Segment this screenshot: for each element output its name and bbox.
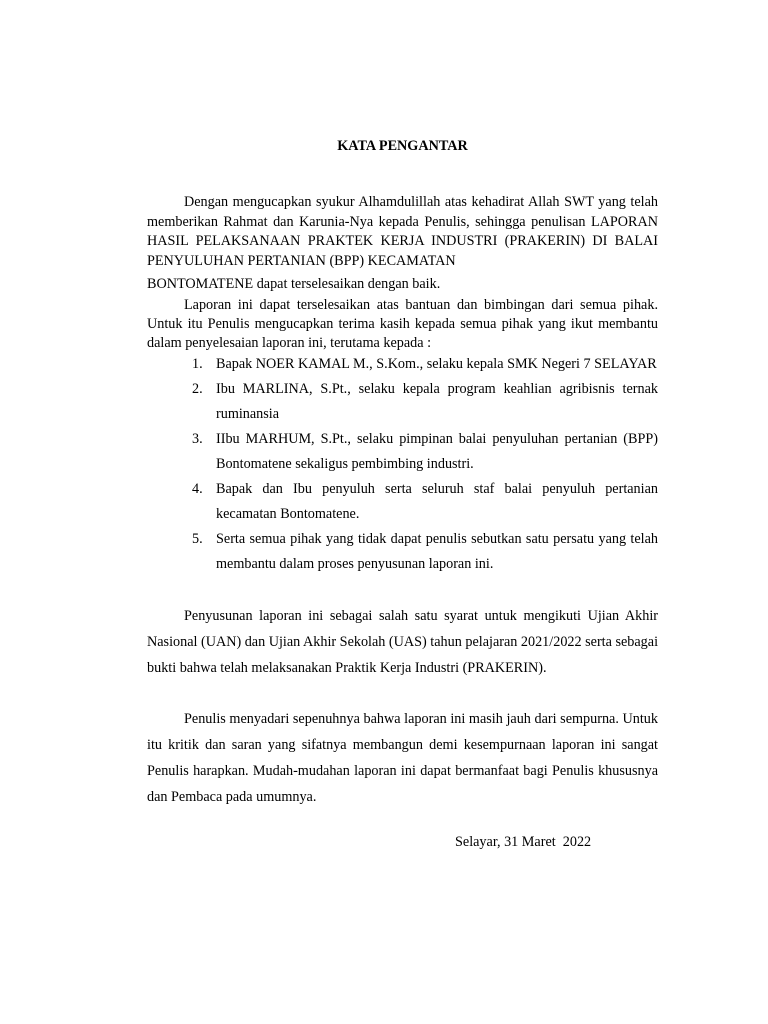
list-item-text: Ibu MARLINA, S.Pt., selaku kepala program keahlian agribisnis ternak ruminansia [216,381,658,422]
acknowledgement-list [181,352,658,577]
list-item-text: IIbu MARHUM, S.Pt., selaku pimpinan balai penyuluhan pertanian (BPP) Bontomatene sekaligus pembimbing industri. [216,431,658,472]
paragraph-purpose-text: Penyusunan laporan ini sebagai salah satu syarat untuk mengikuti Ujian Akhir Nasional (UAN) dan Ujian Akhir Sekolah (UAS) tahun pelajaran 2021/2022 serta sebagai bukti bahwa telah melaksanakan Praktik Kerja Industri (PRAKERIN). [147,608,659,676]
list-item-number: 4. [192,481,203,497]
list-item [181,427,658,477]
list-item-number: 5. [192,531,203,547]
paragraph-closing-text: Penulis menyadari sepenuhnya bahwa laporan ini masih jauh dari sempurna. Untuk itu kritik dan saran yang sifatnya membangun demi kesempurnaan laporan ini sangat Penulis harapkan. Mudah-mudahan laporan ini dapat bermanfaat bagi Penulis khususnya dan Pembaca pada umumnya. [147,711,658,805]
list-item [181,527,658,577]
paragraph-purpose [147,603,658,681]
paragraph-thanks-text: Laporan ini dapat terselesaikan atas bantuan dan bimbingan dari semua pihak. Untuk itu Penulis mengucapkan terima kasih kepada semua pihak yang ikut membantu dalam penyelesaian laporan ini, terutama kepada : [147,297,658,351]
list-item [181,352,658,377]
paragraph-intro [147,193,658,297]
list-item-number: 1. [192,356,203,372]
paragraph-closing [147,706,658,810]
paragraph-intro-text: Dengan mengucapkan syukur Alhamdulillah atas kehadirat Allah SWT yang telah memberikan Rahmat dan Karunia-Nya kepada Penulis, sehingga penulisan LAPORAN HASIL PELAKSANAAN PRAKTEK KERJA INDUSTRI (PRAKERIN) DI BALAI PENYULUHAN PERTANIAN (BPP) KECAMATAN [147,194,658,269]
paragraph-thanks [147,296,658,353]
list-item [181,477,658,527]
document-page [147,0,658,1024]
list-item-text: Serta semua pihak yang tidak dapat penulis sebutkan satu persatu yang telah membantu dalam proses penyusunan laporan ini. [216,531,658,572]
page-title: KATA PENGANTAR [337,138,468,154]
list-item-number: 3. [192,431,203,447]
paragraph-intro-end: BONTOMATENE dapat terselesaikan dengan baik. [147,276,441,292]
list-item-text: Bapak dan Ibu penyuluh serta seluruh staf balai penyuluh pertanian kecamatan Bontomatene. [216,481,658,522]
list-item-number: 2. [192,381,203,397]
list-item [181,377,658,427]
signature-place-date: Selayar, 31 Maret 2022 [455,834,592,850]
list-item-text: Bapak NOER KAMAL M., S.Kom., selaku kepala SMK Negeri 7 SELAYAR [216,356,657,372]
